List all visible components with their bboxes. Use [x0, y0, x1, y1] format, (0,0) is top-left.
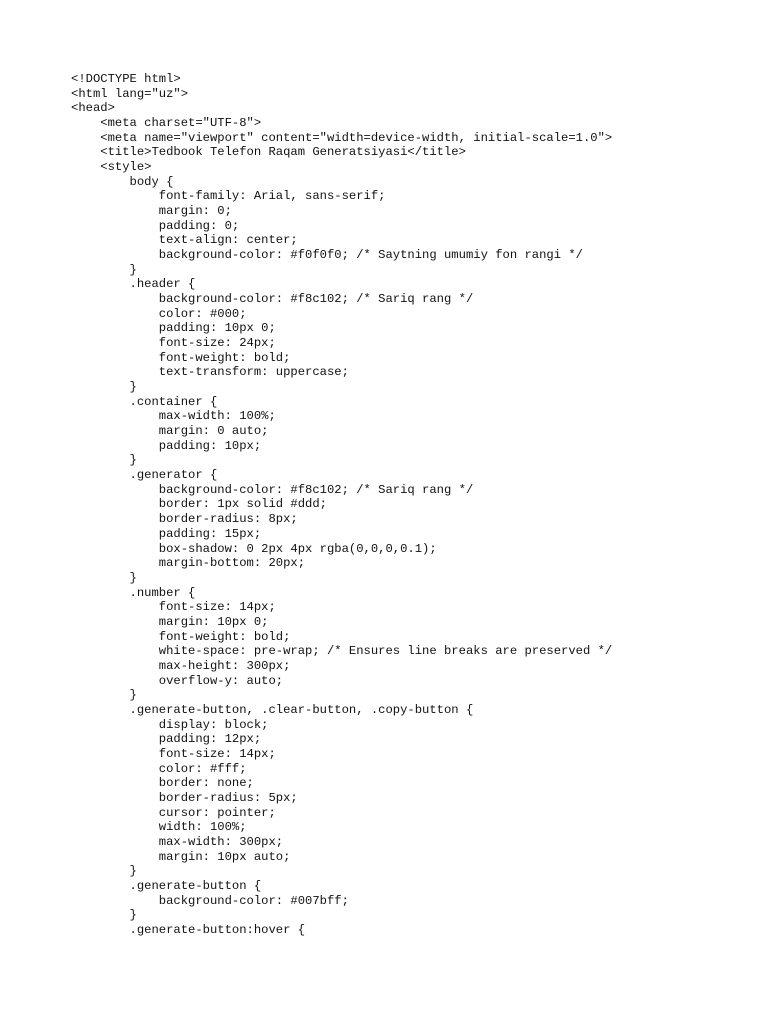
code-line: max-height: 300px;: [71, 658, 291, 673]
code-line: color: #000;: [71, 306, 247, 321]
code-line: font-weight: bold;: [71, 350, 291, 365]
code-line: font-size: 14px;: [71, 746, 276, 761]
code-line: }: [71, 908, 137, 923]
code-line: width: 100%;: [71, 820, 247, 835]
code-line: box-shadow: 0 2px 4px rgba(0,0,0,0.1);: [71, 541, 437, 556]
code-line: font-size: 24px;: [71, 336, 276, 351]
code-line: <meta charset="UTF-8">: [71, 116, 262, 131]
code-line: margin: 0;: [71, 204, 232, 219]
code-line: background-color: #f8c102; /* Sariq rang */: [71, 482, 474, 497]
code-line: .generator {: [71, 468, 218, 483]
code-line: <html lang="uz">: [71, 86, 189, 101]
code-line: <title>Tedbook Telefon Raqam Generatsiyasi</title>: [71, 145, 466, 160]
code-line: .generate-button:hover {: [71, 922, 306, 937]
code-line: }: [71, 688, 137, 703]
code-line: max-width: 100%;: [71, 409, 276, 424]
code-line: overflow-y: auto;: [71, 673, 284, 688]
code-line: .container {: [71, 394, 218, 409]
code-line: color: #fff;: [71, 761, 247, 776]
code-line: padding: 12px;: [71, 732, 262, 747]
code-line: margin: 0 auto;: [71, 424, 269, 439]
code-line: .generate-button, .clear-button, .copy-button {: [71, 702, 474, 717]
code-line: padding: 0;: [71, 218, 240, 233]
code-line: background-color: #007bff;: [71, 893, 349, 908]
code-line: <meta name="viewport" content="width=device-width, initial-scale=1.0">: [71, 130, 613, 145]
code-line: <!DOCTYPE html>: [71, 72, 181, 86]
code-line: padding: 10px 0;: [71, 321, 276, 336]
code-line: border: none;: [71, 776, 254, 791]
code-line: border-radius: 8px;: [71, 512, 298, 527]
code-line: cursor: pointer;: [71, 805, 276, 820]
code-line: .header {: [71, 277, 196, 292]
code-line: <style>: [71, 160, 152, 175]
code-line: <head>: [71, 101, 115, 116]
code-line: background-color: #f8c102; /* Sariq rang */: [71, 292, 474, 307]
code-line: }: [71, 453, 137, 468]
code-line: text-transform: uppercase;: [71, 365, 349, 380]
code-line: margin: 10px auto;: [71, 849, 291, 864]
code-line: font-size: 14px;: [71, 600, 276, 615]
code-line: white-space: pre-wrap; /* Ensures line breaks are preserved */: [71, 644, 613, 659]
code-line: .number {: [71, 585, 196, 600]
code-line: display: block;: [71, 717, 269, 732]
code-line: border: 1px solid #ddd;: [71, 497, 327, 512]
code-line: padding: 10px;: [71, 438, 262, 453]
code-line: font-family: Arial, sans-serif;: [71, 189, 386, 204]
code-line: }: [71, 262, 137, 277]
code-line: margin: 10px 0;: [71, 614, 269, 629]
code-line: .generate-button {: [71, 878, 262, 893]
code-line: font-weight: bold;: [71, 629, 291, 644]
code-line: border-radius: 5px;: [71, 790, 298, 805]
code-line: text-align: center;: [71, 233, 298, 248]
code-line: background-color: #f0f0f0; /* Saytning umumiy fon rangi */: [71, 248, 583, 263]
code-line: }: [71, 570, 137, 585]
code-line: margin-bottom: 20px;: [71, 556, 306, 571]
code-line: padding: 15px;: [71, 526, 262, 541]
code-line: }: [71, 380, 137, 395]
code-line: max-width: 300px;: [71, 834, 284, 849]
code-line: }: [71, 864, 137, 879]
code-line: body {: [71, 174, 174, 189]
code-listing: [71, 72, 751, 938]
